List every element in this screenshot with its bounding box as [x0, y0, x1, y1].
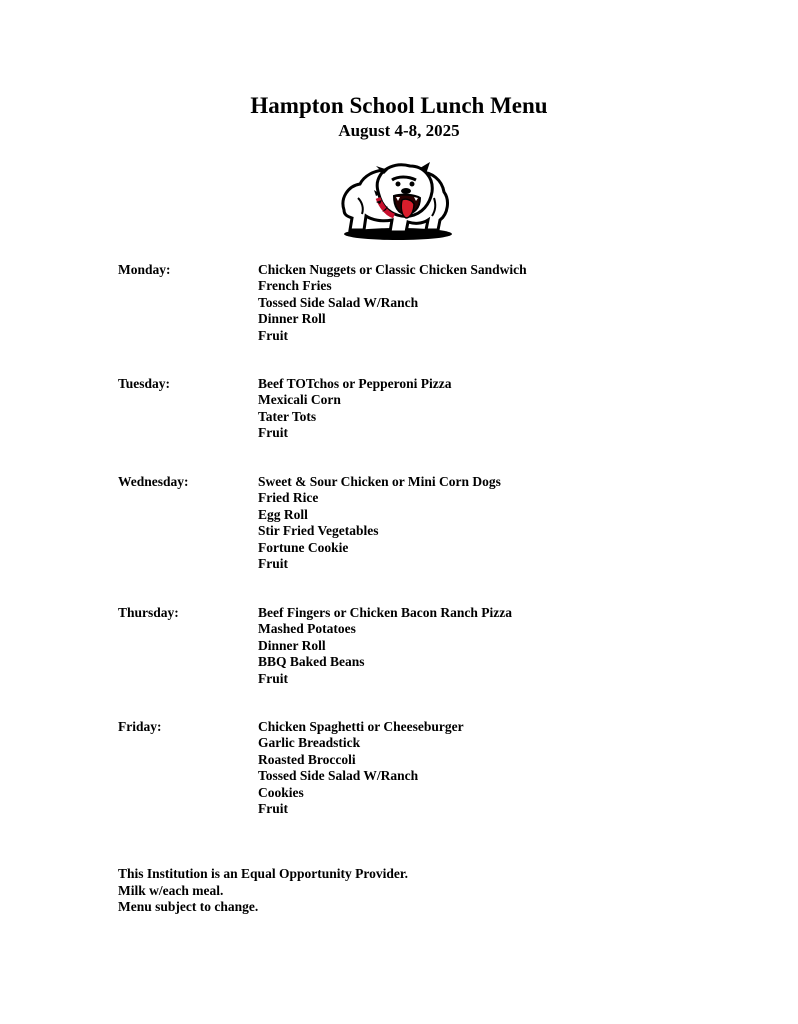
menu-item: BBQ Baked Beans — [258, 654, 365, 670]
menu-item: Dinner Roll — [258, 637, 326, 653]
menu-item: Fruit — [258, 425, 288, 441]
footer-note: This Institution is an Equal Opportunity Provider. — [118, 866, 408, 881]
menu-item: Tater Tots — [258, 408, 317, 424]
menu-item: Dinner Roll — [258, 311, 326, 327]
menu-item: Fruit — [258, 801, 288, 817]
menu-item: Egg Roll — [258, 506, 308, 522]
menu-item: Fruit — [258, 556, 288, 572]
menu-item: Sweet & Sour Chicken or Mini Corn Dogs — [258, 474, 501, 489]
menu-item: Fruit — [258, 670, 288, 686]
menu-item: Tossed Side Salad W/Ranch — [258, 768, 419, 784]
bulldog-mascot-icon — [334, 158, 458, 242]
day-label: Monday: — [118, 262, 171, 277]
date-range: August 4-8, 2025 — [338, 121, 460, 140]
footer-notes — [118, 866, 408, 916]
menu-item: Mashed Potatoes — [258, 621, 356, 637]
menu-item: Beef Fingers or Chicken Bacon Ranch Pizza — [258, 605, 512, 620]
day-items-list — [258, 376, 452, 442]
menu-item: Chicken Nuggets or Classic Chicken Sandwich — [258, 262, 527, 277]
menu-item: Stir Fried Vegetables — [258, 523, 379, 539]
day-items-list — [258, 605, 512, 687]
menu-item: Fruit — [258, 327, 288, 343]
day-items-list — [258, 474, 501, 572]
page-title: Hampton School Lunch Menu — [250, 93, 548, 118]
menu-item: Chicken Spaghetti or Cheeseburger — [258, 719, 464, 734]
footer-note: Menu subject to change. — [118, 899, 259, 915]
footer-note: Milk w/each meal. — [118, 882, 224, 898]
day-label: Wednesday: — [118, 474, 189, 489]
day-label: Friday: — [118, 719, 162, 734]
day-items-list — [258, 262, 527, 344]
menu-item: Beef TOTchos or Pepperoni Pizza — [258, 376, 452, 391]
menu-item: Roasted Broccoli — [258, 751, 356, 767]
menu-item: Fortune Cookie — [258, 539, 349, 555]
day-label: Tuesday: — [118, 376, 171, 391]
menu-item: French Fries — [258, 278, 332, 294]
menu-item: Cookies — [258, 784, 304, 800]
menu-item: Tossed Side Salad W/Ranch — [258, 294, 419, 310]
day-items-list — [258, 719, 464, 817]
day-label: Thursday: — [118, 605, 179, 620]
menu-item: Garlic Breadstick — [258, 735, 361, 751]
menu-item: Mexicali Corn — [258, 392, 341, 408]
menu-item: Fried Rice — [258, 490, 319, 506]
